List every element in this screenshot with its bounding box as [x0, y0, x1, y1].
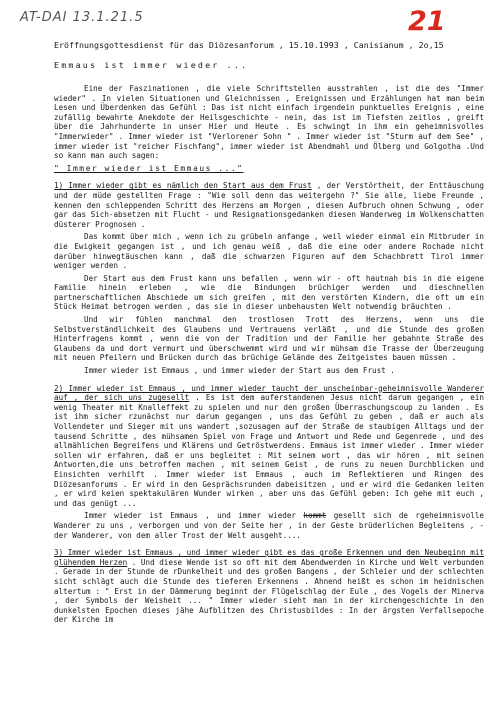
intro-paragraph: Eine der Faszinationen , die viele Schriftstellen ausstrahlen , ist die des "Immer wieder" . In vielen Situationen und Gleichnissen , Ereignissen und Erzählungen hat man beim Lesen und Überdenken das Gefühl : Das ist nicht einfach irgendein punktuelles Ereignis , eine zufällig bewahrte Anekdote der Heilsgeschichte - nein, das ist im Tiefsten zeitlos , greift über die Jahrhunderte in unser Hier und Heute . Es schwingt in ihm ein geheimnisvolles "Immerwieder" . Immer wieder ist "Verlorener Sohn " . Immer wieder ist "Sturm auf dem See" , immer wieder ist "reicher Fischfang", immer wieder ist Abendmahl und Ölberg und Golgotha .Und so kann man auch sagen:: [54, 84, 484, 161]
intro-quote: " Immer wieder ist Emmaus ...": [54, 163, 244, 173]
archive-stamp: AT-DAI 13.1.21.5: [20, 10, 144, 25]
section-2-paragraph: 2) Immer wieder ist Emmaus , und immer wieder taucht der unscheinbar-geheimnisvolle Wanderer auf , der sich uns zugesellt . Es ist dem auferstandenen Jesus nicht darum gegangen , ein wenig Theater mit Knalleffekt zu spielen und nur den großen Überraschungscoup zu landen . Es ist ihm sicher rzunächst nur darum gegangen , uns das Gefühl zu geben , daß er auch als Vollendeter und Sieger mit uns wandert ,sozusagen auf der Straße de staubigen Alltags und der tausend Schritte , des mühsamen Spiel von Frage und Antwort und Rede und Gegenrede , und des allmählichen Begreifens und Klärens und Getröstwerdens. Emmaus ist immer wieder . Immer wieder sollen wir erfahren, daß er uns begleitet : Mit seinem wort , das wir hören , mit seinen Antworten,die uns betroffen machen , mit seinem Geist , de runs zu neuen Durchblicken und Einsichten verhilft . Immer wieder ist Emmaus , auch im Reflektieren und Ringen des Diözesanforums . Er wird in den Gesprächsrunden dabeisitzen , und er wird die Gedanken leiten , er wird keien spektakulären Wunder wirken , aber uns das Gefühl geben: Ich gehe mit euch , und das genügt ...: [54, 383, 484, 508]
document-title: Emmaus ist immer wieder ...: [54, 60, 249, 70]
section-1-closing: Immer wieder ist Emmaus , und immer wieder der Start aus dem Frust .: [84, 366, 395, 376]
section-1-paragraph: 1) Immer wieder gibt es nämlich den Start aus dem Frust , der Verstörtheit, der Enttäuschung und der müde gestellten Frage : "Wie soll denn das weitergehn ?" Sie alle, liebe Freunde , kennen den schleppenden Schritt des Herzens am Morgen , diesen Aufbruch ohnen Schwung , oder gar das Sich-absetzen mit Flucht - und Resignationsgedanken diesen Wanderweg im Wolkenschatten düsterer Prognosen .: [54, 181, 484, 229]
struck-word: kommt: [303, 511, 327, 521]
section-2-closing: Immer wieder ist Emmaus , und immer wieder kommt gesellt sich de rgeheimnisvolle Wanderer zu uns , verborgen und von der Seite her , in der Geste brüderlichen Begleitens , - der Wanderer, von dem aller Trost der Welt ausgeht....: [54, 511, 484, 540]
page-number: 21: [408, 6, 446, 37]
section-1-paragraph-4: Und wir fühlen manchmal den trostlosen Trott des Herzens, wenn uns die Selbstverständlichkeit des Glaubens und Vertrauens verläßt , und die Stunde des großen Hinterfragens kommt , wenn die von der Tradition und der Familie her gebahnte Straße des Glaubens da und dort vermurt und überschwemmt wird und wir mühsam die Trasse der Überzeugung mit neuen Pfeilern und Brücken durch das brüchige Gelände des Zeitgeistes bauen müssen .: [54, 315, 484, 363]
section-1-heading: 1) Immer wieder gibt es nämlich den Start aus dem Frust: [54, 181, 312, 191]
document-body: [54, 84, 484, 625]
section-3-paragraph: 3) Immer wieder ist Emmaus , und immer wieder gibt es das große Erkennen und den Neubeginn mit glühendem Herzen . Und diese Wende ist so oft mit dem Abendwerden in Kirche und Welt verbunden . Gerade in der Stunde de rDunkelheit und des großen Bangens , der Schleier und der schlechten sicht schlägt auch die Stunde des tieferen Erkennens . Ahnend heißt es schon im heidnischen altertum : " Erst in der Dämmerung beginnt der Flügelschlag der Eule , des Vogels der Minerva , der Symbols der Weisheit ... " Immer wieder sieht man in der kirchengeschichte in den dunkelsten Epochen dieses jähe Aufblitzen des Christusbildes : In der ärgsten Verfallsepoche der Kirche im: [54, 548, 485, 625]
section-1-paragraph-2: Das kommt über mich , wenn ich zu grübeln anfange , weil wieder einmal ein Mitbruder in die Ewigkeit gegangen ist , und ich genau weiß , daß die eine oder andere Rochade nicht darüber hinwegtäuschen kann , daß die schwarzen Figuren auf dem Schachbrett Tirol immer weniger werden .: [54, 232, 484, 271]
section-1-paragraph-3: Der Start aus dem Frust kann uns befallen , wenn wir - oft hautnah bis in die eigene Familie hinein erleben , wie die Bindungen brüchiger werden und dieschnellen partnerschaftlichen Abschiede um sich greifen , mit den verstörten Kindern, die oft um ein Stück Heimat betrogen werden , das sie in dieser unbehausten Welt notwendig bräuchten .: [54, 273, 484, 312]
section-2-heading: 2) Immer wieder ist Emmaus , und immer wieder taucht der unscheinbar-geheimnisvolle Wanderer auf , der sich uns zugesellt: [54, 383, 484, 403]
section-3-heading: 3) Immer wieder ist Emmaus , und immer wieder gibt es das große Erkennen und den Neubeginn mit glühendem Herzen: [54, 548, 484, 567]
document-header: Eröffnungsgottesdienst für das Diözesanforum , 15.10.1993 , Canisianum , 2o,15: [54, 40, 444, 50]
